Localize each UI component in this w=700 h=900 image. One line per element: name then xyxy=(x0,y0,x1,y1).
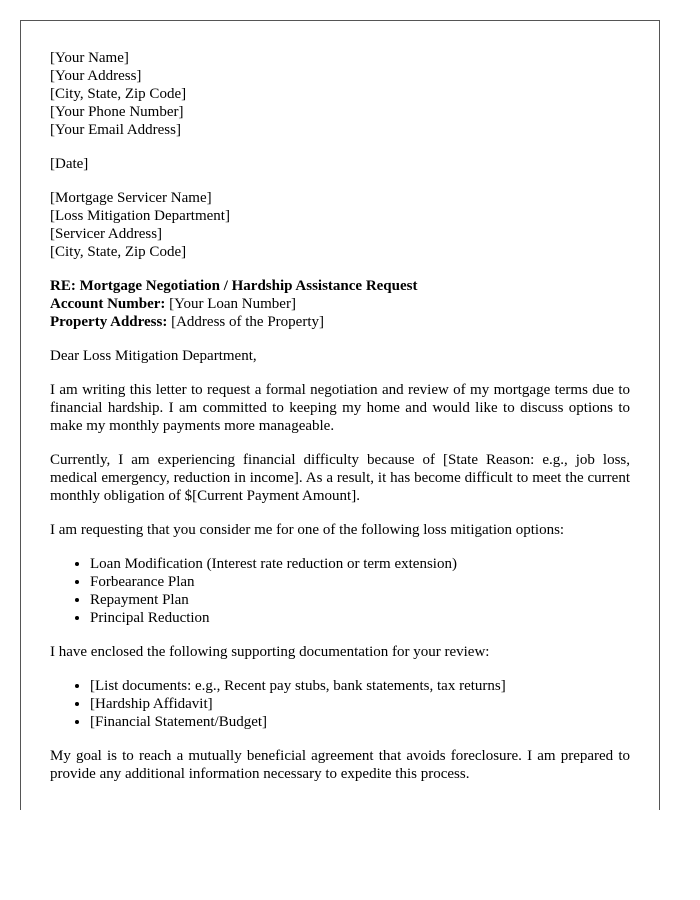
options-list xyxy=(50,555,630,627)
list-item: • [Financial Statement/Budget] xyxy=(90,713,630,731)
list-item: • [List documents: e.g., Recent pay stubs, bank statements, tax returns] xyxy=(90,677,630,695)
recipient-address: [Servicer Address] xyxy=(50,226,163,242)
property-address-value: [Address of the Property] xyxy=(167,314,324,330)
letter-content xyxy=(50,49,630,799)
recipient-name: [Mortgage Servicer Name] xyxy=(50,190,212,206)
list-item: • Repayment Plan xyxy=(90,591,630,609)
paragraph-hardship: Currently, I am experiencing financial difficulty because of [State Reason: e.g., job loss, medical emergency, reduction in income]. As a result, it has become difficult to meet the current monthly obligation of $[Current Payment Amount]. xyxy=(50,452,630,504)
property-address-line xyxy=(50,313,630,331)
letter-page xyxy=(20,20,660,810)
paragraph-intro: I am writing this letter to request a formal negotiation and review of my mortgage terms due to financial hardship. I am committed to keeping my home and would like to discuss options to make my monthly payments more manageable. xyxy=(50,382,630,434)
paragraph-options-intro: I am requesting that you consider me for one of the following loss mitigation options: xyxy=(50,522,565,538)
sender-email: [Your Email Address] xyxy=(50,122,181,138)
list-item: • Forbearance Plan xyxy=(90,573,630,591)
recipient-city-state-zip: [City, State, Zip Code] xyxy=(50,244,187,260)
sender-phone: [Your Phone Number] xyxy=(50,104,184,120)
paragraph-docs-intro: I have enclosed the following supporting documentation for your review: xyxy=(50,644,490,660)
account-number-line xyxy=(50,295,630,313)
list-item: • [Hardship Affidavit] xyxy=(90,695,630,713)
letter-date: [Date] xyxy=(50,156,89,172)
recipient-department: [Loss Mitigation Department] xyxy=(50,208,230,224)
account-number-label: Account Number: xyxy=(50,296,166,312)
sender-address: [Your Address] xyxy=(50,68,142,84)
paragraph-goal: My goal is to reach a mutually beneficial agreement that avoids foreclosure. I am prepared to provide any additional information necessary to expedite this process. xyxy=(50,748,630,782)
list-item: • Loan Modification (Interest rate reduction or term extension) xyxy=(90,555,630,573)
subject-line: RE: Mortgage Negotiation / Hardship Assistance Request xyxy=(50,278,418,294)
recipient-address-block xyxy=(50,189,630,261)
salutation: Dear Loss Mitigation Department, xyxy=(50,348,257,364)
account-number-value: [Your Loan Number] xyxy=(165,296,296,312)
sender-city-state-zip: [City, State, Zip Code] xyxy=(50,86,187,102)
documents-list xyxy=(50,677,630,731)
date-block xyxy=(50,155,630,173)
property-address-label: Property Address: xyxy=(50,314,168,330)
list-item: • Principal Reduction xyxy=(90,609,630,627)
sender-name: [Your Name] xyxy=(50,50,129,66)
subject-block xyxy=(50,277,630,331)
sender-address-block xyxy=(50,49,630,139)
